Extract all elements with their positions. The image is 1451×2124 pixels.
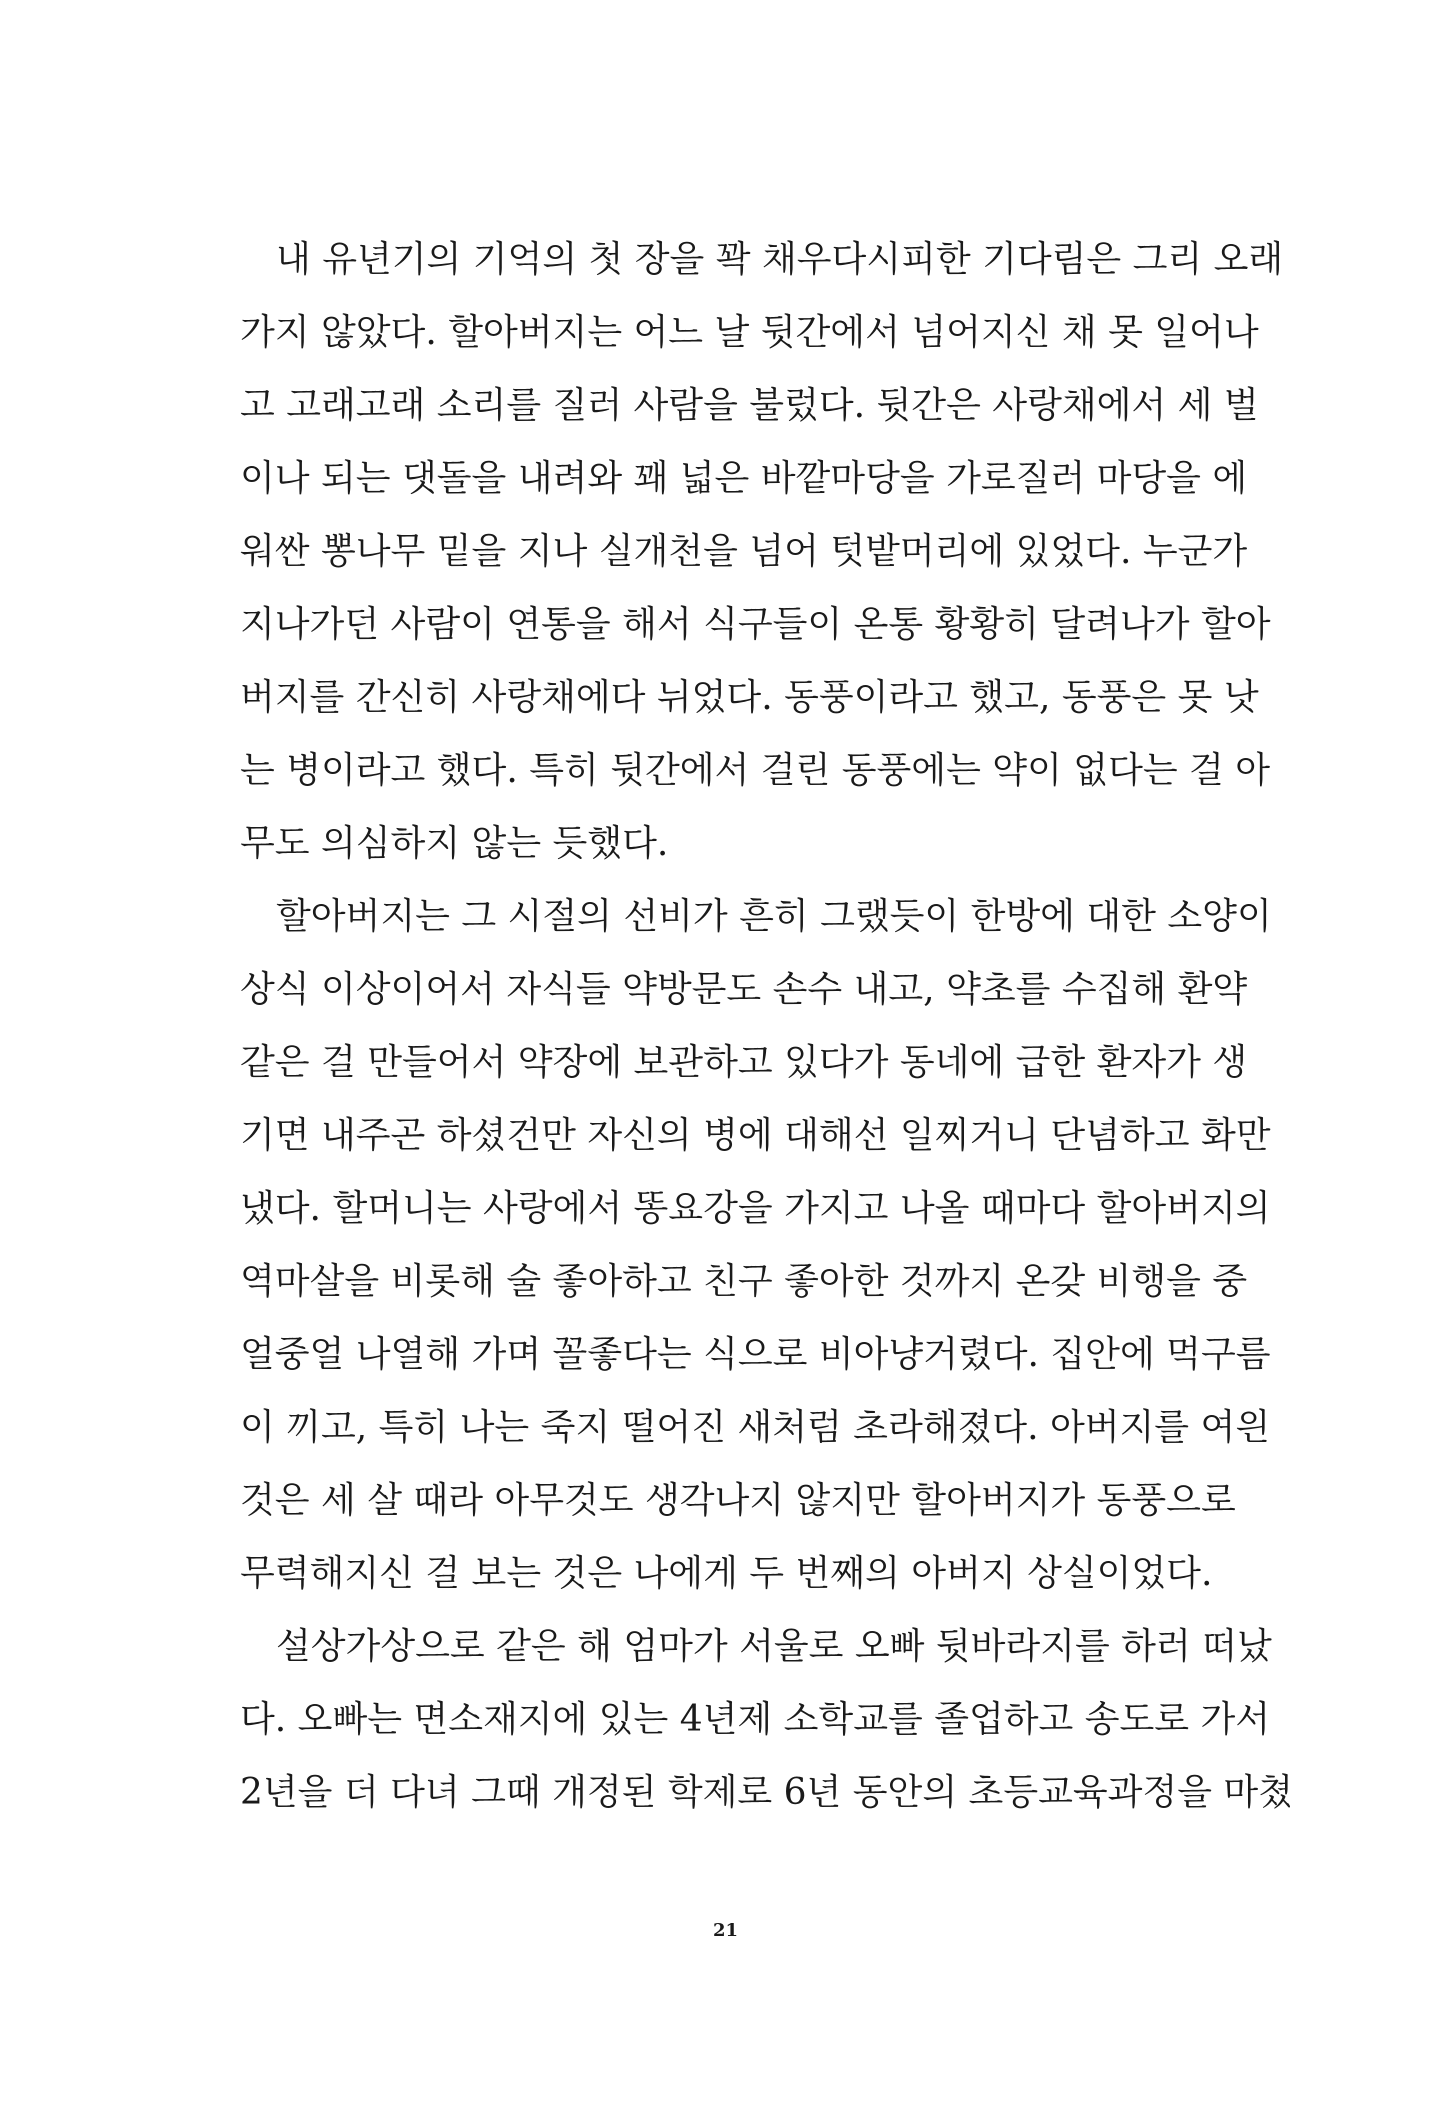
text-line: 기면 내주곤 하셨건만 자신의 병에 대해선 일찌거니 단념하고 화만 bbox=[240, 1115, 1271, 1156]
text-line: 버지를 간신히 사랑채에다 뉘었다. 동풍이라고 했고, 동풍은 못 낫 bbox=[240, 677, 1259, 718]
paragraph-1 bbox=[240, 223, 1284, 880]
text-line: 설상가상으로 같은 해 엄마가 서울로 오빠 뒷바라지를 하러 떠났 bbox=[276, 1626, 1272, 1667]
text-line: 내 유년기의 기억의 첫 장을 꽉 채우다시피한 기다림은 그리 오래 bbox=[276, 239, 1284, 280]
page-number: 21 bbox=[712, 1920, 739, 1941]
text-line: 이나 되는 댓돌을 내려와 꽤 넓은 바깥마당을 가로질러 마당을 에 bbox=[240, 458, 1248, 499]
text-line: 2년을 더 다녀 그때 개정된 학제로 6년 동안의 초등교육과정을 마쳤 bbox=[240, 1772, 1293, 1813]
text-line: 상식 이상이어서 자식들 약방문도 손수 내고, 약초를 수집해 환약 bbox=[240, 969, 1248, 1010]
text-line: 이 끼고, 특히 나는 죽지 떨어진 새처럼 초라해졌다. 아버지를 여읜 bbox=[240, 1407, 1271, 1448]
text-line: 가지 않았다. 할아버지는 어느 날 뒷간에서 넘어지신 채 못 일어나 bbox=[240, 312, 1259, 353]
text-line: 워싼 뽕나무 밑을 지나 실개천을 넘어 텃밭머리에 있었다. 누군가 bbox=[240, 531, 1248, 572]
text-line: 무도 의심하지 않는 듯했다. bbox=[240, 823, 669, 864]
text-line: 다. 오빠는 면소재지에 있는 4년제 소학교를 졸업하고 송도로 가서 bbox=[240, 1699, 1271, 1740]
text-line: 고 고래고래 소리를 질러 사람을 불렀다. 뒷간은 사랑채에서 세 벌 bbox=[240, 385, 1259, 426]
text-line: 는 병이라고 했다. 특히 뒷간에서 걸린 동풍에는 약이 없다는 걸 아 bbox=[240, 750, 1271, 791]
paragraph-2 bbox=[240, 880, 1272, 1610]
body-text bbox=[240, 223, 1293, 1829]
paragraph-3 bbox=[240, 1610, 1293, 1829]
text-line: 할아버지는 그 시절의 선비가 흔히 그랬듯이 한방에 대한 소양이 bbox=[276, 896, 1272, 937]
text-line: 것은 세 살 때라 아무것도 생각나지 않지만 할아버지가 동풍으로 bbox=[240, 1480, 1236, 1521]
text-line: 냈다. 할머니는 사랑에서 똥요강을 가지고 나올 때마다 할아버지의 bbox=[240, 1188, 1271, 1229]
text-line: 얼중얼 나열해 가며 꼴좋다는 식으로 비아냥거렸다. 집안에 먹구름 bbox=[240, 1334, 1271, 1375]
text-line: 지나가던 사람이 연통을 해서 식구들이 온통 황황히 달려나가 할아 bbox=[240, 604, 1271, 645]
text-line: 같은 걸 만들어서 약장에 보관하고 있다가 동네에 급한 환자가 생 bbox=[240, 1042, 1248, 1083]
text-line: 무력해지신 걸 보는 것은 나에게 두 번째의 아버지 상실이었다. bbox=[240, 1553, 1213, 1594]
text-line: 역마살을 비롯해 술 좋아하고 친구 좋아한 것까지 온갖 비행을 중 bbox=[240, 1261, 1248, 1302]
